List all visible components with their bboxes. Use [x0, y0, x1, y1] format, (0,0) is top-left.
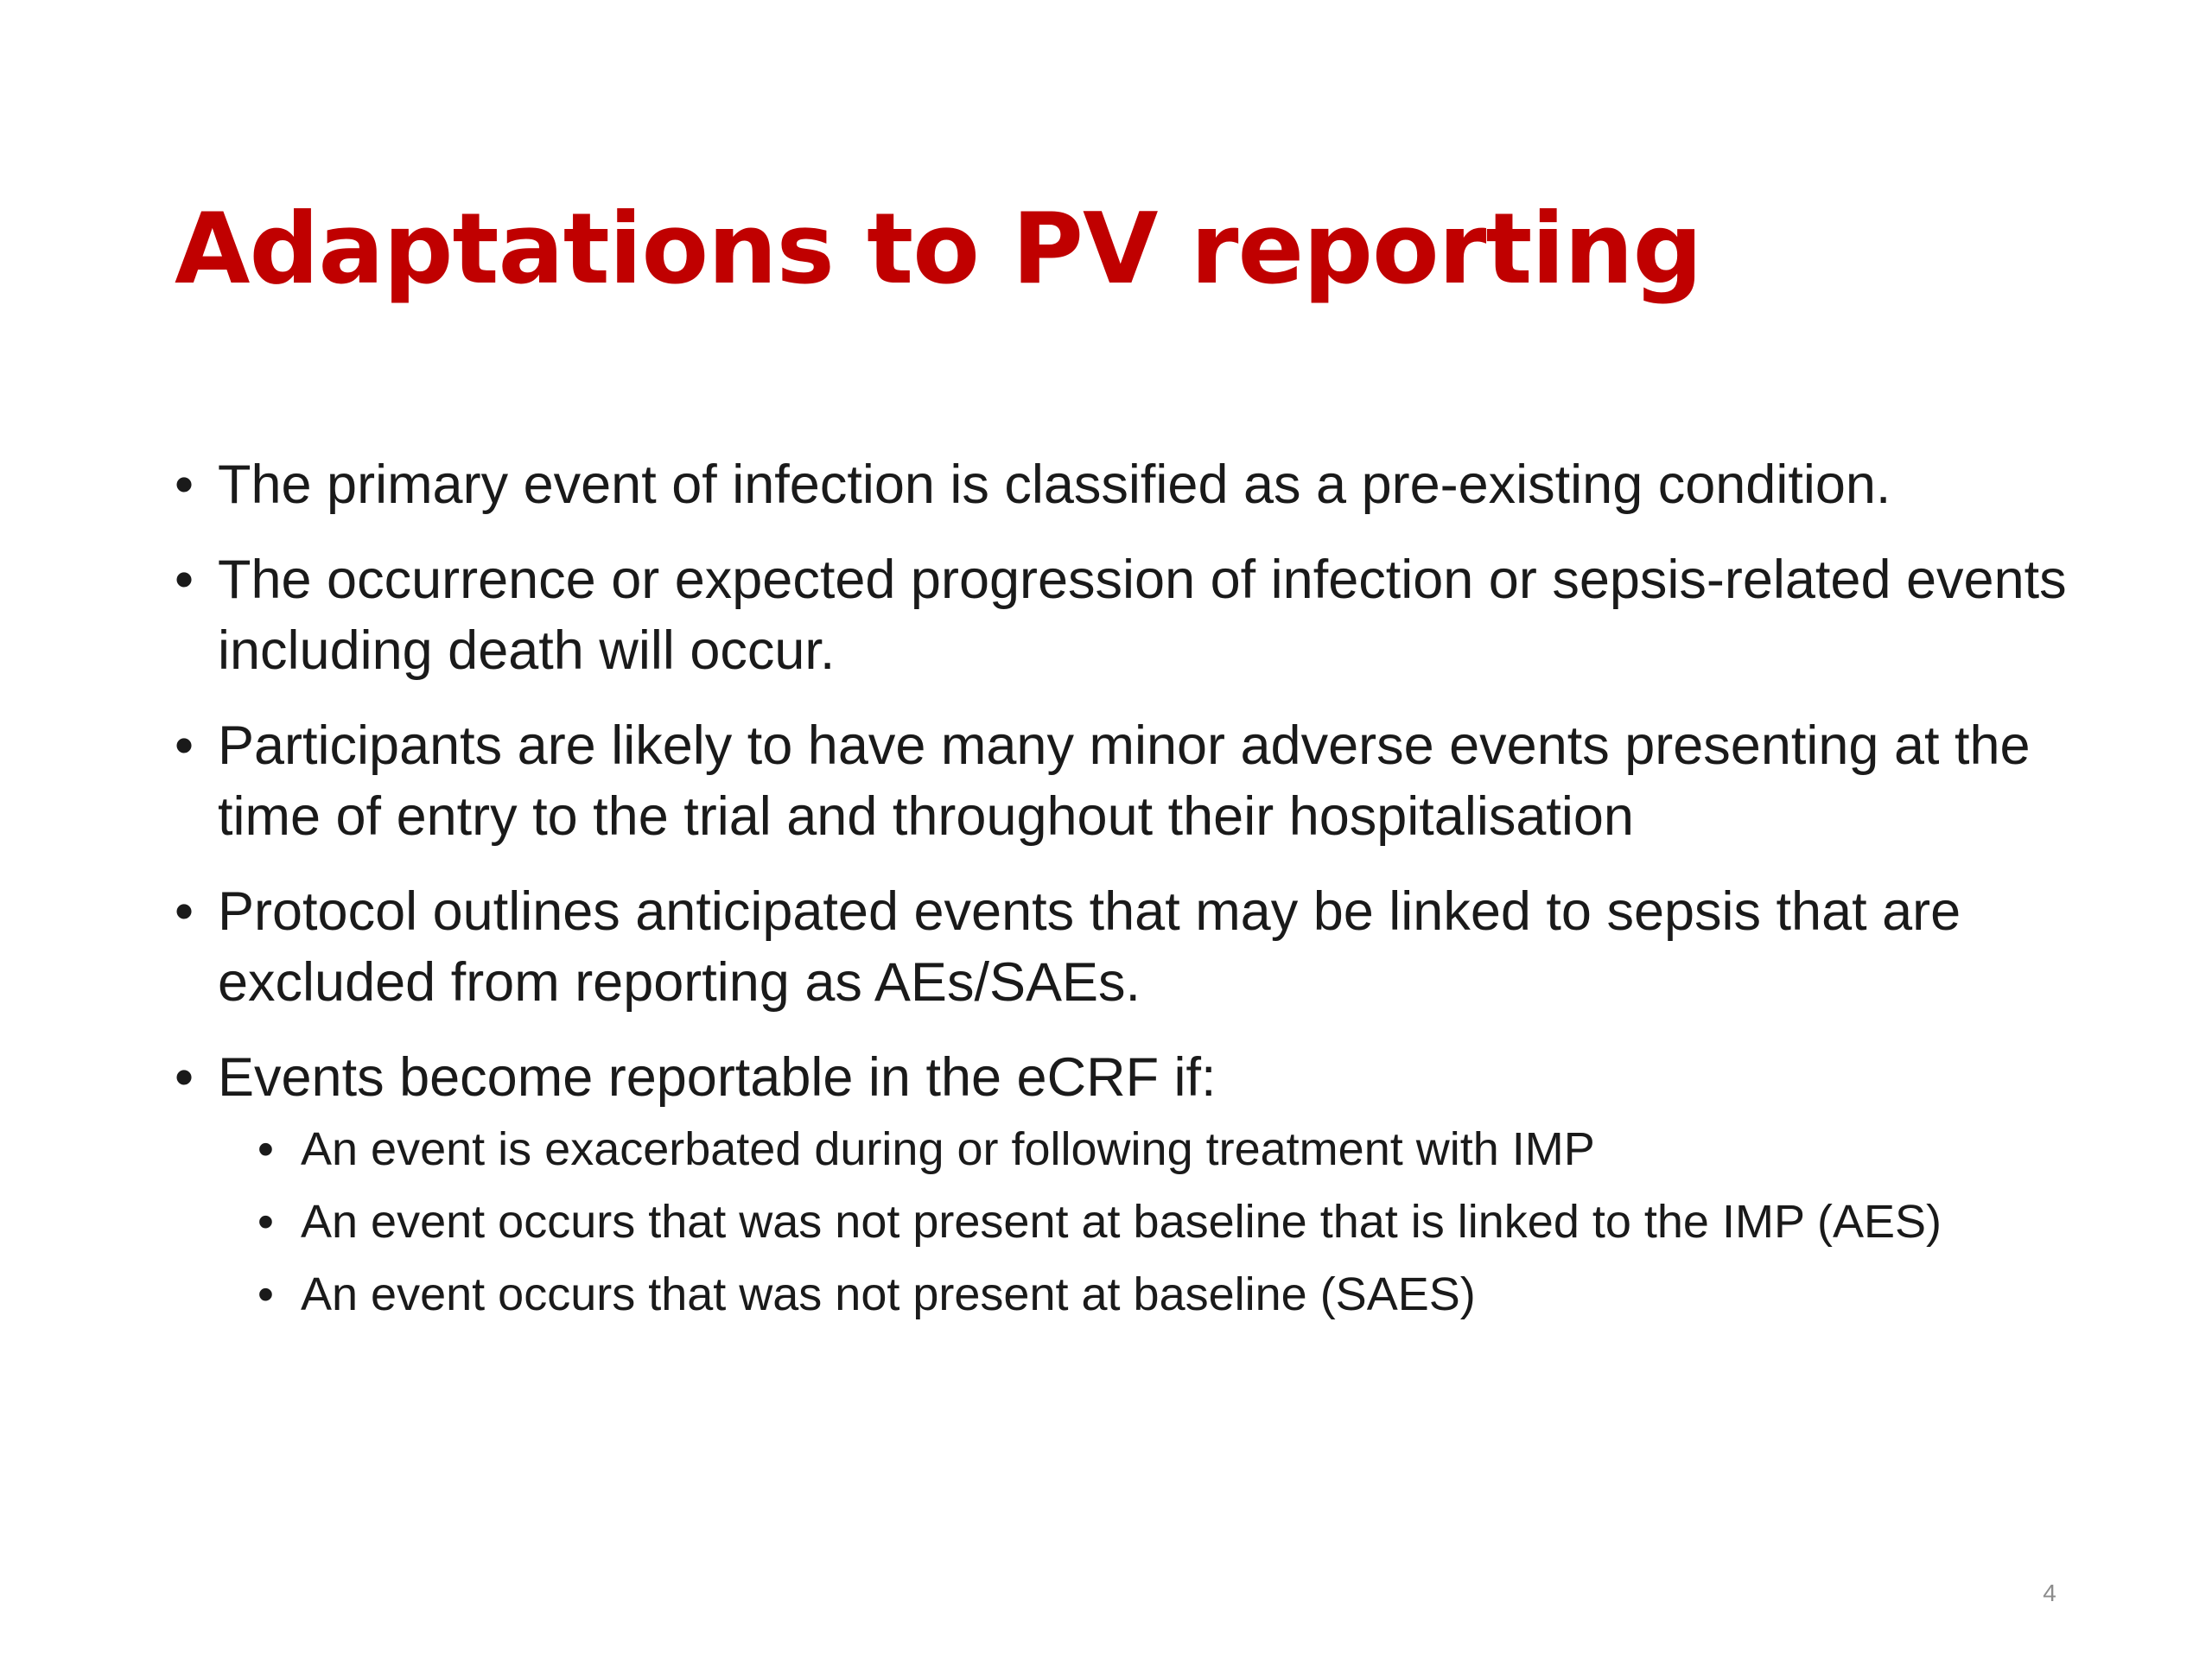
page-number: 4: [2043, 1580, 2056, 1606]
bullet-item: [175, 876, 2075, 1018]
sub-bullet-item: [257, 1191, 2075, 1253]
bullet-text: Protocol outlines anticipated events that may be linked to sepsis that are excluded from reporting as AEs/SAEs.: [218, 881, 1961, 1013]
bullet-list: [175, 449, 2075, 1350]
slide-title: Adaptations to PV reporting: [175, 192, 1702, 306]
sub-bullet-item: [257, 1118, 2075, 1180]
sub-bullet-item: [257, 1263, 2075, 1325]
bullet-dot-icon: •: [175, 454, 194, 515]
bullet-item: [175, 449, 2075, 520]
sub-bullet-dot-icon: •: [257, 1268, 274, 1320]
bullet-dot-icon: •: [175, 1047, 194, 1108]
bullet-item: [175, 544, 2075, 686]
bullet-text: Participants are likely to have many minor adverse events presenting at the time of entry to the trial and throughout their hospitalisation: [218, 715, 2031, 847]
sub-bullet-text: An event occurs that was not present at baseline (SAES): [301, 1268, 1476, 1320]
bullet-text: The occurrence or expected progression of infection or sepsis-related events including death will occur.: [218, 550, 2067, 681]
sub-bullet-dot-icon: •: [257, 1123, 274, 1175]
sub-bullet-text: An event is exacerbated during or following treatment with IMP: [301, 1123, 1595, 1175]
bullet-dot-icon: •: [175, 550, 194, 610]
bullet-text: Events become reportable in the eCRF if:: [218, 1047, 1217, 1108]
bullet-dot-icon: •: [175, 715, 194, 776]
bullet-item: [175, 710, 2075, 852]
bullet-text: The primary event of infection is classified as a pre-existing condition.: [218, 454, 1891, 515]
bullet-dot-icon: •: [175, 881, 194, 942]
sub-bullet-list: [218, 1118, 2075, 1325]
sub-bullet-text: An event occurs that was not present at baseline that is linked to the IMP (AES): [301, 1196, 1942, 1248]
bullet-item: [175, 1042, 2075, 1325]
sub-bullet-dot-icon: •: [257, 1196, 274, 1248]
